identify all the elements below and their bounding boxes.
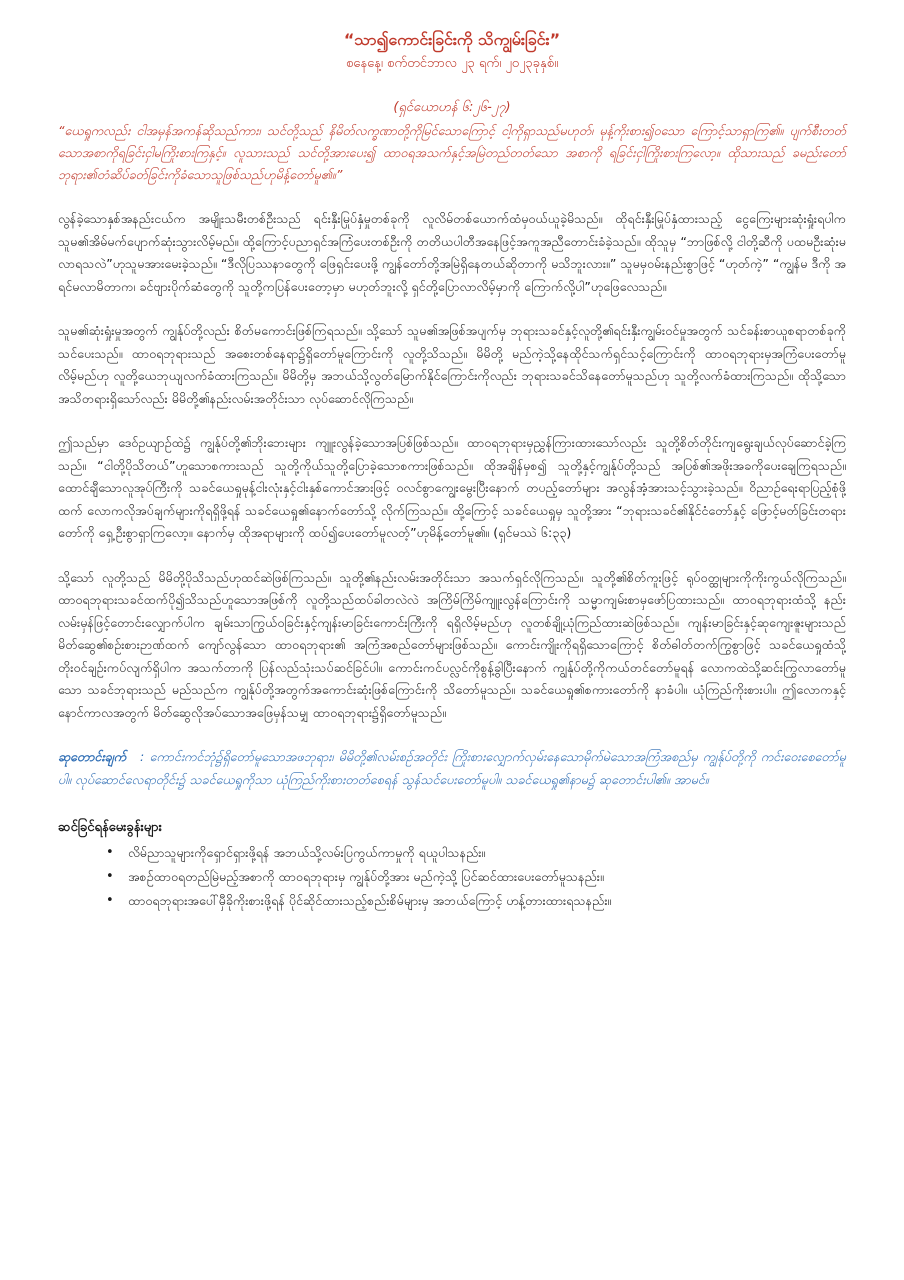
prayer-label: ဆုတောင်းချက်: [58, 749, 127, 764]
prayer-section: [58, 746, 846, 791]
page-date: စနေနေ့၊ စက်တင်ဘာလ ၂၃ ရက်၊ ၂၀၂၃ခုနှစ်။: [345, 56, 559, 71]
bullet-icon: •: [106, 845, 114, 860]
scripture-text: “ယေရှုကလည်း ငါအမှန်အကန်ဆိုသည်ကား၊ သင်တို့သည် နိမိတ်လက္ခဏာတို့ကိုမြင်သောကြောင့် ငါ့ကိုရှာသည်မဟုတ်၊ မုန့်ကိုးစား၍ဝသော ကြောင့်သာရှာကြ၏။ ပျက်စီးတတ်သောအစာကိုရခြင်းငှါမကြိုးစားကြနှင့်။ လူသားသည် သင်တို့အားပေး၍ ထာဝရအသက်နှင့်အမြဲတည်တတ်သော အစာကို ရခြင်းငှါကြိုးစားကြလော့။ ထိုသားသည် ခမည်းတော်ဘုရား၏တံဆိပ်ခတ်ခြင်းကိုခံသောသူဖြစ်သည်ဟုမိန့်တော်မူ၏။”: [58, 123, 846, 182]
body-paragraph-4: သို့သော် လူတို့သည် မိမိတို့ပိုသိသည်ဟုထင်ဆဲဖြစ်ကြသည်။ သူတို့၏နည်းလမ်းအတိုင်းသာ အသက်ရှင်လိုကြသည်။ သူတို့၏စိတ်ကူးဖြင့် ရုပ်ဝတ္ထုများကိုကိုးကွယ်လိုကြသည်။ ထာဝရဘုရားသခင်ထက်ပို၍သိသည်ဟူသောအဖြစ်ကို လူတို့သည်ထပ်ခါတလဲလဲ အကြိမ်ကြိမ်ကျူးလွန်ကြောင်းကို သမ္မာကျမ်းစာမှဖော်ပြထားသည်။ ထာဝရဘုရားထံသို့ နည်းလမ်းမှန်ဖြင့်တောင်းလျှောက်ပါက ချမ်းသာကြွယ်ဝခြင်းနှင့်ကျန်းမာခြင်းကောင်းကြီးကို ရရှိလိမ့်မည်ဟု လူတစ်ချို့ယုံကြည်ထားဆဲဖြစ်သည်။ ကျန်းမာခြင်းနှင့်ဆုကျေးဇူးများသည် မိတ်ဆွေ၏စဉ်းစားဉာဏ်ထက် ကျော်လွန်သော ထာဝရဘုရား၏ အကြံအစည်တော်များဖြစ်သည်။ ကောင်းကျိုးကိုရရှိသောကြောင့် စိတ်ဓါတ်တက်ကြွစွာဖြင့် သခင်ယေရှုထံသို့တိုးဝင်ချဉ်းကပ်လျက်ရှိပါက အသက်တာကို ပြန်လည်သုံးသပ်ဆင်ခြင်ပါ။ ကောင်းကင်ပလ္လင်ကိုစွန့်ခွါပြီးနောက် ကျွန်ုပ်တို့ကိုကယ်တင်တော်မူရန် လောကထဲသို့ဆင်းကြွလာတော်မူသော သခင်ဘုရားသည် မည်သည်က ကျွန်ုပ်တို့အတွက်အကောင်းဆုံးဖြစ်ကြောင်းကို သိတော်မူသည်။ သခင်ယေရှု၏စကားတော်ကို နာခံပါ။ ယုံကြည်ကိုးစားပါ။ ဤလောကနှင့်နောင်ကာလအတွက် မိတ်ဆွေလိုအပ်သောအဖြေမှန်သမျှ ထာဝရဘုရား၌ရှိတော်မူသည်။: [58, 569, 846, 720]
question-text: အစဉ်ထာဝရတည်မြဲမည့်အစာကို ထာဝရဘုရားမှ ကျွန်ုပ်တို့အား မည်ကဲ့သို့ ပြင်ဆင်ထားပေးတော်မူသနည်း။: [128, 869, 604, 884]
scripture-reference: (ရှင်ယောဟန် ၆:၂၆-၂၇): [393, 100, 511, 115]
reflection-questions-list: [58, 841, 846, 913]
reflection-questions-title: ဆင်ခြင်ရန်မေးခွန်းများ: [58, 820, 162, 835]
body-paragraph-1: လွန်ခဲ့သောနှစ်အနည်းငယ်က အမျိုးသမီးတစ်ဦးသည် ရင်းနှီးမြုပ်နှံမှုတစ်ခုကို လူလိမ်တစ်ယောက်ထံမှဝယ်ယူခဲ့မိသည်။ ထိုရင်းနှီးမြုပ်နှံထားသည့် ငွေကြေးများဆုံးရှုံးရပါက သူမ၏အိမ်မက်ပျောက်ဆုံးသွားလိမ့်မည်။ ထို့ကြောင့်ပညာရှင်အကြံပေးတစ်ဦးကို တတိယပါတီအနေဖြင့်အကူအညီတောင်းခံခဲ့သည်။ ထိုသူမှ “ဘာဖြစ်လို့ ငါတို့ဆီကို ပထမဦးဆုံးမလာရသလဲ”ဟုသူမအားမေးခဲ့သည်။ “ဒီလိုပြဿနာတွေကို ဖြေရှင်းပေးဖို့ ကျွန်တော်တို့အမြဲရှိနေတယ်ဆိုတာကို မသိဘူးလား။” သူမမှဝမ်းနည်းစွာဖြင့် “ဟုတ်ကဲ့” “ကျွန်မ ဒီကို အရင်မလာမိတာက၊ ခင်ဗျားပိုက်ဆံတွေကို သူတို့ကပြန်ပေးတော့မှာ မဟုတ်ဘူးလို့ ရှင်တို့ပြောလာလိမ့်မှာကို ကြောက်လို့ပါ”ဟုဖြေလေသည်။: [58, 211, 846, 294]
question-text: ထာဝရဘုရားအပေါ်မှီခိုကိုးစားဖို့ရန် ပိုင်ဆိုင်ထားသည့်စည်းစိမ်များမှ အဘယ်ကြောင့် ဟန့်တားထားရသနည်း။: [128, 893, 612, 908]
list-item: [106, 865, 846, 889]
prayer-text: : ကောင်းကင်ဘုံ၌ရှိတော်မူသောအဖဘုရား၊ မိမိတို့၏လမ်းစဉ်အတိုင်း ကြိုးစားလျှောက်လှမ်းနေသောမိုက်မဲသောအကြံအစည်မှ ကျွန်ုပ်တို့ကို ကင်းဝေးစေတော်မူပါ။ လုပ်ဆောင်လေရာတိုင်း၌ သခင်ယေရှုကိုသာ ယုံကြည်ကိုးစားတတ်စေရန် သွန်သင်ပေးတော်မူပါ။ သခင်ယေရှု၏နာမ၌ ဆုတောင်းပါ၏။ အာမင်။: [58, 749, 846, 787]
list-item: [106, 889, 846, 913]
list-item: [106, 841, 846, 865]
bullet-icon: •: [106, 869, 114, 884]
question-text: လိမ်ညာသူများကိုရှောင်ရှားဖို့ရန် အဘယ်သို့လမ်းပြကွယ်ကာမှုကို ရယူပါသနည်း။: [128, 845, 486, 860]
bullet-icon: •: [106, 893, 114, 908]
body-paragraph-3: ဤသည်မှာ ဒေဝ်ဥယျာဉ်ထဲ၌ ကျွန်ုပ်တို့၏ဘိုးဘေးများ ကျူးလွန်ခဲ့သောအပြစ်ဖြစ်သည်။ ထာဝရဘုရားမှညွှန်ကြားထားသော်လည်း သူတို့စိတ်တိုင်းကျရွေးချယ်လုပ်ဆောင်ခဲ့ကြသည်။ “ငါတို့ပိုသိတယ်”ဟူသောစကားသည် သူတို့ကိုယ်သူတို့ပြောခဲ့သောစကားဖြစ်သည်။ ထိုအချိန်မှစ၍ သူတို့နှင့်ကျွန်ုပ်တို့သည် အပြစ်၏အဖိုးအခကိုပေးချေကြရသည်။ ထောင်ချီသောလူအုပ်ကြီးကို သခင်ယေရှုမုန့်ငါးလုံးနှင့်ငါးနှစ်ကောင်အားဖြင့် ဝလင်စွာကျွေးမွေးပြီးနောက် တပည့်တော်များ အလွန်အံ့အားသင့်သွားခဲ့သည်။ ဝိညာဉ်ရေးရာပြည့်စုံဖို့ထက် လောကလိုအပ်ချက်များကိုရရှိဖို့ရန် သခင်ယေရှု၏နောက်တော်သို့ လိုက်ကြသည်။ ထို့ကြောင့် သခင်ယေရှုမှ သူတို့အား “ဘုရားသခင်၏နိုင်ငံတော်နှင့် ဖြောင့်မတ်ခြင်းတရားတော်ကို ရှေ့ဦးစွာရှာကြလော့။ နောက်မှ ထိုအရာများကို ထပ်၍ပေးတော်မူလတ့်”ဟုမိန့်တော်မူ၏။ (ရှင်မဿဲ ၆:၃၃): [58, 435, 846, 540]
body-paragraph-2: သူမ၏ဆုံးရှုံးမှုအတွက် ကျွန်ုပ်တို့လည်း စိတ်မကောင်းဖြစ်ကြရသည်။ သို့သော် သူမ၏အဖြစ်အပျက်မှ ဘုရားသခင်နှင့်လူတို့၏ရင်းနှီးကျွမ်းဝင်မှုအတွက် သင်ခန်းစာယူစရာတစ်ခုကိုသင်ပေးသည်။ ထာဝရဘုရားသည် အစေးတစ်နေရာ၌ရှိတော်မူကြောင်းကို လူတို့သိသည်။ မိမိတို့ မည်ကဲ့သို့နေထိုင်သက်ရှင်သင့်ကြောင်းကို ထာဝရဘုရားမှအကြံပေးတော်မူလိမ့်မည်ဟု လူတို့ယေဘုယျလက်ခံထားကြသည်။ မိမိတို့မှ အဘယ်သို့လွတ်မြောက်နိုင်ကြောင်းကိုလည်း ဘုရားသခင်သိနေတော်မူသည်ဟု သူတို့လက်ခံထားကြသည်။ ထိုသို့သောအသိတရားရှိသော်လည်း မိမိတို့၏နည်းလမ်းအတိုင်းသာ လုပ်ဆောင်လိုကြသည်။: [58, 323, 846, 406]
page-title: “သာ၍ကောင်းခြင်းကို သိကျွမ်းခြင်း”: [343, 30, 561, 49]
